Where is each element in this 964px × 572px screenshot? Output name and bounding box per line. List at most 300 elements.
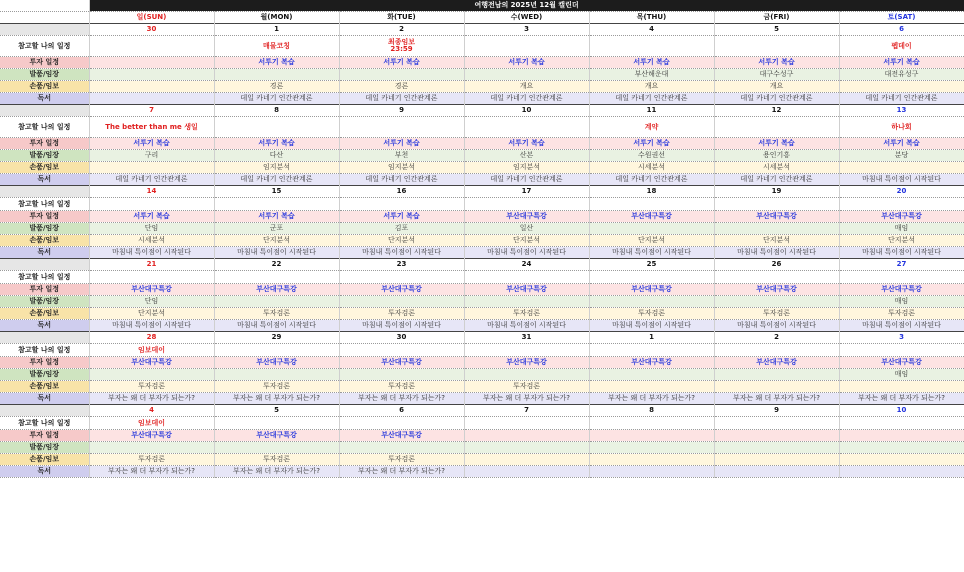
field-cell[interactable]	[839, 442, 964, 454]
field-row-label[interactable]: 발품/임장	[0, 69, 89, 81]
analysis-cell[interactable]	[714, 454, 839, 466]
plan-cell[interactable]	[339, 417, 464, 430]
invest-cell[interactable]: 서투기 복습	[214, 57, 339, 69]
plan-cell[interactable]	[339, 117, 464, 138]
date-cell[interactable]: 31	[464, 332, 589, 344]
date-cell[interactable]: 16	[339, 186, 464, 198]
plan-cell[interactable]	[839, 417, 964, 430]
date-cell[interactable]: 8	[589, 405, 714, 417]
date-cell[interactable]: 6	[839, 24, 964, 36]
analysis-cell[interactable]: 투자검론	[89, 381, 214, 393]
analysis-cell[interactable]: 경론	[339, 81, 464, 93]
analysis-cell[interactable]: 투자검론	[839, 308, 964, 320]
date-row-label[interactable]	[0, 24, 89, 36]
invest-cell[interactable]: 부산대구특강	[589, 211, 714, 223]
reading-cell[interactable]: 마침내 특이점이 시작된다	[839, 320, 964, 332]
reading-cell[interactable]: 부자는 왜 더 부자가 되는가?	[89, 393, 214, 405]
weekday-header-4[interactable]: 목(THU)	[589, 12, 714, 24]
plan-cell[interactable]	[214, 417, 339, 430]
analysis-cell[interactable]: 임지분석	[339, 162, 464, 174]
date-cell[interactable]: 6	[339, 405, 464, 417]
corner-cell[interactable]	[0, 0, 89, 12]
analysis-row-label[interactable]: 손품/임보	[0, 235, 89, 247]
invest-cell[interactable]: 서투기 복습	[839, 138, 964, 150]
reading-cell[interactable]: 데일 카네기 인간관계론	[214, 93, 339, 105]
invest-row-label[interactable]: 투자 일정	[0, 138, 89, 150]
field-cell[interactable]	[464, 369, 589, 381]
analysis-cell[interactable]: 투자검론	[339, 454, 464, 466]
invest-cell[interactable]: 서투기 복습	[589, 138, 714, 150]
invest-cell[interactable]: 부산대구특강	[839, 284, 964, 296]
analysis-cell[interactable]	[839, 381, 964, 393]
analysis-cell[interactable]: 투자검론	[214, 308, 339, 320]
field-cell[interactable]: 매임	[839, 296, 964, 308]
analysis-cell[interactable]: 투자검론	[714, 308, 839, 320]
reading-cell[interactable]: 부자는 왜 더 부자가 되는가?	[214, 466, 339, 478]
invest-row-label[interactable]: 투자 일정	[0, 430, 89, 442]
analysis-row	[0, 235, 964, 247]
invest-cell[interactable]: 서투기 복습	[214, 211, 339, 223]
date-cell[interactable]: 13	[839, 105, 964, 117]
reading-cell[interactable]: 데일 카네기 인간관계론	[339, 174, 464, 186]
analysis-cell[interactable]: 시세분석	[714, 162, 839, 174]
reading-cell[interactable]: 데일 카네기 인간관계론	[464, 174, 589, 186]
invest-cell[interactable]: 서투기 복습	[464, 57, 589, 69]
plan-cell[interactable]	[589, 271, 714, 284]
field-cell[interactable]: 군포	[214, 223, 339, 235]
reading-cell[interactable]: 데일 카네기 인간관계론	[589, 174, 714, 186]
reading-cell[interactable]: 부자는 왜 더 부자가 되는가?	[339, 393, 464, 405]
plan-cell[interactable]	[714, 198, 839, 211]
reading-cell[interactable]: 데일 카네기 인간관계론	[214, 174, 339, 186]
reading-cell[interactable]: 마침내 특이점이 시작된다	[89, 320, 214, 332]
invest-cell[interactable]	[89, 57, 214, 69]
field-cell[interactable]: 매임	[839, 369, 964, 381]
date-cell[interactable]: 23	[339, 259, 464, 271]
analysis-cell[interactable]: 개요	[589, 81, 714, 93]
analysis-row-label[interactable]: 손품/임보	[0, 162, 89, 174]
field-cell[interactable]: 용인기흥	[714, 150, 839, 162]
date-row-label[interactable]	[0, 259, 89, 271]
plan-row-label[interactable]: 참고할 나의 일정	[0, 344, 89, 357]
invest-cell[interactable]: 부산대구특강	[839, 211, 964, 223]
field-cell[interactable]	[714, 223, 839, 235]
field-row-label[interactable]: 발품/임장	[0, 150, 89, 162]
date-cell[interactable]: 18	[589, 186, 714, 198]
analysis-row-label[interactable]: 손품/임보	[0, 81, 89, 93]
reading-cell[interactable]: 마침내 특이점이 시작된다	[214, 247, 339, 259]
reading-cell[interactable]: 데일 카네기 인간관계론	[839, 93, 964, 105]
reading-row-label[interactable]: 독서	[0, 174, 89, 186]
date-cell[interactable]: 9	[339, 105, 464, 117]
invest-cell[interactable]: 부산대구특강	[214, 430, 339, 442]
analysis-cell[interactable]	[839, 81, 964, 93]
field-cell[interactable]	[714, 369, 839, 381]
date-cell[interactable]: 3	[839, 332, 964, 344]
reading-cell[interactable]: 부자는 왜 더 부자가 되는가?	[464, 393, 589, 405]
reading-cell[interactable]: 마침내 특이점이 시작된다	[839, 174, 964, 186]
plan-row	[0, 271, 964, 284]
plan-cell[interactable]	[714, 417, 839, 430]
invest-cell[interactable]: 부산대구특강	[89, 357, 214, 369]
field-row-label[interactable]: 발품/임장	[0, 442, 89, 454]
plan-row-label[interactable]: 참고할 나의 일정	[0, 271, 89, 284]
field-cell[interactable]: 분당	[839, 150, 964, 162]
analysis-cell[interactable]: 단지분석	[339, 235, 464, 247]
date-cell[interactable]: 30	[89, 24, 214, 36]
analysis-cell[interactable]: 투자검론	[89, 454, 214, 466]
plan-cell[interactable]: 계약	[589, 117, 714, 138]
field-cell[interactable]: 단임	[89, 223, 214, 235]
analysis-cell[interactable]: 개요	[464, 81, 589, 93]
reading-cell[interactable]: 마침내 특이점이 시작된다	[589, 247, 714, 259]
field-cell[interactable]	[464, 442, 589, 454]
reading-row-label[interactable]: 독서	[0, 247, 89, 259]
invest-cell[interactable]: 서투기 복습	[89, 211, 214, 223]
analysis-cell[interactable]: 투자검론	[339, 381, 464, 393]
reading-cell[interactable]	[89, 93, 214, 105]
analysis-cell[interactable]: 투자검론	[339, 308, 464, 320]
invest-row-label[interactable]: 투자 일정	[0, 211, 89, 223]
field-cell[interactable]	[464, 69, 589, 81]
reading-cell[interactable]: 마침내 특이점이 시작된다	[839, 247, 964, 259]
analysis-cell[interactable]	[89, 81, 214, 93]
invest-cell[interactable]: 부산대구특강	[339, 357, 464, 369]
plan-cell[interactable]	[89, 36, 214, 57]
invest-row-label[interactable]: 투자 일정	[0, 357, 89, 369]
date-cell[interactable]: 5	[714, 24, 839, 36]
analysis-cell[interactable]	[839, 162, 964, 174]
date-cell[interactable]: 24	[464, 259, 589, 271]
invest-cell[interactable]: 부산대구특강	[339, 430, 464, 442]
field-cell[interactable]	[339, 442, 464, 454]
invest-cell[interactable]	[589, 430, 714, 442]
invest-cell[interactable]: 부산대구특강	[214, 357, 339, 369]
reading-cell[interactable]: 데일 카네기 인간관계론	[714, 174, 839, 186]
invest-cell[interactable]: 부산대구특강	[464, 357, 589, 369]
invest-cell[interactable]: 부산대구특강	[89, 284, 214, 296]
field-cell[interactable]	[589, 296, 714, 308]
analysis-cell[interactable]: 단지분석	[839, 235, 964, 247]
reading-cell[interactable]: 마침내 특이점이 시작된다	[714, 320, 839, 332]
analysis-row-label[interactable]: 손품/임보	[0, 308, 89, 320]
plan-cell[interactable]	[589, 198, 714, 211]
plan-cell[interactable]	[89, 271, 214, 284]
reading-cell[interactable]	[589, 466, 714, 478]
date-cell[interactable]: 20	[839, 186, 964, 198]
date-cell[interactable]: 14	[89, 186, 214, 198]
plan-cell[interactable]	[589, 36, 714, 57]
invest-cell[interactable]: 서투기 복습	[214, 138, 339, 150]
weekday-header-3[interactable]: 수(WED)	[464, 12, 589, 24]
plan-cell[interactable]	[714, 344, 839, 357]
analysis-cell[interactable]: 투자검론	[214, 454, 339, 466]
plan-cell[interactable]: 최종임보 23:59	[339, 36, 464, 57]
field-cell[interactable]	[214, 369, 339, 381]
invest-cell[interactable]	[839, 430, 964, 442]
reading-cell[interactable]: 데일 카네기 인간관계론	[464, 93, 589, 105]
date-cell[interactable]: 5	[214, 405, 339, 417]
date-cell[interactable]: 7	[89, 105, 214, 117]
reading-cell[interactable]: 부자는 왜 더 부자가 되는가?	[839, 393, 964, 405]
date-cell[interactable]: 27	[839, 259, 964, 271]
field-cell[interactable]: 김포	[339, 223, 464, 235]
date-cell[interactable]: 11	[589, 105, 714, 117]
analysis-row-label[interactable]: 손품/임보	[0, 454, 89, 466]
date-cell[interactable]: 4	[589, 24, 714, 36]
invest-cell[interactable]	[464, 430, 589, 442]
field-cell[interactable]	[714, 296, 839, 308]
analysis-cell[interactable]	[89, 162, 214, 174]
analysis-cell[interactable]: 단지분석	[214, 235, 339, 247]
invest-cell[interactable]: 서투기 복습	[714, 57, 839, 69]
analysis-cell[interactable]: 임지분석	[464, 162, 589, 174]
plan-cell[interactable]	[839, 271, 964, 284]
date-cell[interactable]: 2	[714, 332, 839, 344]
field-cell[interactable]	[714, 442, 839, 454]
field-cell[interactable]	[89, 69, 214, 81]
weekday-header-5[interactable]: 금(FRI)	[714, 12, 839, 24]
plan-row-label[interactable]: 참고할 나의 일정	[0, 198, 89, 211]
plan-cell[interactable]	[464, 271, 589, 284]
plan-cell[interactable]	[714, 36, 839, 57]
field-cell[interactable]: 일산	[464, 223, 589, 235]
analysis-cell[interactable]: 단지분석	[89, 308, 214, 320]
field-cell[interactable]	[89, 442, 214, 454]
reading-row-label[interactable]: 독서	[0, 466, 89, 478]
date-cell[interactable]: 28	[89, 332, 214, 344]
plan-cell[interactable]	[214, 198, 339, 211]
field-cell[interactable]: 부천	[339, 150, 464, 162]
invest-cell[interactable]: 부산대구특강	[464, 211, 589, 223]
reading-cell[interactable]: 부자는 왜 더 부자가 되는가?	[339, 466, 464, 478]
weekday-header-6[interactable]: 토(SAT)	[839, 12, 964, 24]
reading-cell[interactable]: 마침내 특이점이 시작된다	[89, 247, 214, 259]
analysis-cell[interactable]	[589, 381, 714, 393]
invest-cell[interactable]: 부산대구특강	[839, 357, 964, 369]
invest-cell[interactable]: 부산대구특강	[89, 430, 214, 442]
reading-cell[interactable]: 부자는 왜 더 부자가 되는가?	[214, 393, 339, 405]
field-cell[interactable]	[214, 442, 339, 454]
date-cell[interactable]: 30	[339, 332, 464, 344]
date-cell[interactable]: 1	[214, 24, 339, 36]
plan-cell[interactable]	[464, 36, 589, 57]
analysis-cell[interactable]	[589, 454, 714, 466]
date-cell[interactable]: 2	[339, 24, 464, 36]
invest-cell[interactable]: 부산대구특강	[464, 284, 589, 296]
date-cell[interactable]: 7	[464, 405, 589, 417]
date-cell[interactable]: 21	[89, 259, 214, 271]
field-row-label[interactable]: 발품/임장	[0, 223, 89, 235]
invest-cell[interactable]: 서투기 복습	[589, 57, 714, 69]
invest-cell[interactable]: 부산대구특강	[714, 357, 839, 369]
field-cell[interactable]	[589, 369, 714, 381]
weekday-header-1[interactable]: 월(MON)	[214, 12, 339, 24]
invest-row-label[interactable]: 투자 일정	[0, 284, 89, 296]
reading-row-label[interactable]: 독서	[0, 93, 89, 105]
date-cell[interactable]: 9	[714, 405, 839, 417]
plan-cell[interactable]: 펩데이	[839, 36, 964, 57]
invest-cell[interactable]: 부산대구특강	[589, 357, 714, 369]
invest-cell[interactable]: 부산대구특강	[714, 211, 839, 223]
header-corner-cell[interactable]	[0, 12, 89, 24]
weekday-header-2[interactable]: 화(TUE)	[339, 12, 464, 24]
invest-cell[interactable]: 부산대구특강	[214, 284, 339, 296]
reading-cell[interactable]: 부자는 왜 더 부자가 되는가?	[89, 466, 214, 478]
date-cell[interactable]: 26	[714, 259, 839, 271]
analysis-cell[interactable]: 시세분석	[89, 235, 214, 247]
field-cell[interactable]	[464, 296, 589, 308]
date-cell[interactable]: 25	[589, 259, 714, 271]
plan-cell[interactable]	[464, 117, 589, 138]
field-cell[interactable]: 다산	[214, 150, 339, 162]
analysis-cell[interactable]: 투자검론	[464, 308, 589, 320]
field-cell[interactable]	[589, 442, 714, 454]
plan-row-label[interactable]: 참고할 나의 일정	[0, 417, 89, 430]
invest-row-label[interactable]: 투자 일정	[0, 57, 89, 69]
field-row-label[interactable]: 발품/임장	[0, 369, 89, 381]
date-cell[interactable]: 4	[89, 405, 214, 417]
reading-row-label[interactable]: 독서	[0, 320, 89, 332]
reading-cell[interactable]	[839, 466, 964, 478]
analysis-cell[interactable]	[464, 454, 589, 466]
analysis-cell[interactable]: 단지분석	[714, 235, 839, 247]
date-row-label[interactable]	[0, 105, 89, 117]
plan-cell[interactable]	[714, 117, 839, 138]
plan-cell[interactable]	[714, 271, 839, 284]
field-cell[interactable]: 산본	[464, 150, 589, 162]
plan-cell[interactable]	[339, 198, 464, 211]
plan-cell[interactable]: 임보데이	[89, 417, 214, 430]
analysis-row-label[interactable]: 손품/임보	[0, 381, 89, 393]
field-cell[interactable]	[339, 369, 464, 381]
date-cell[interactable]: 22	[214, 259, 339, 271]
reading-cell[interactable]: 마침내 특이점이 시작된다	[714, 247, 839, 259]
analysis-cell[interactable]: 개요	[714, 81, 839, 93]
date-cell[interactable]: 12	[714, 105, 839, 117]
date-cell[interactable]: 17	[464, 186, 589, 198]
date-cell[interactable]: 10	[839, 405, 964, 417]
plan-cell[interactable]	[464, 417, 589, 430]
field-cell[interactable]	[339, 296, 464, 308]
reading-cell[interactable]: 마침내 특이점이 시작된다	[339, 320, 464, 332]
reading-cell[interactable]: 부자는 왜 더 부자가 되는가?	[714, 393, 839, 405]
analysis-cell[interactable]: 단지분석	[589, 235, 714, 247]
field-row-label[interactable]: 발품/임장	[0, 296, 89, 308]
date-row-label[interactable]	[0, 405, 89, 417]
reading-row-label[interactable]: 독서	[0, 393, 89, 405]
plan-row-label[interactable]: 참고할 나의 일정	[0, 36, 89, 57]
plan-cell[interactable]: 임보데이	[89, 344, 214, 357]
field-cell[interactable]: 대전유성구	[839, 69, 964, 81]
reading-cell[interactable]: 데일 카네기 인간관계론	[714, 93, 839, 105]
field-cell[interactable]	[89, 369, 214, 381]
reading-cell[interactable]: 데일 카네기 인간관계론	[589, 93, 714, 105]
plan-cell[interactable]	[214, 271, 339, 284]
field-cell[interactable]: 매임	[839, 223, 964, 235]
field-cell[interactable]	[214, 69, 339, 81]
reading-cell[interactable]	[714, 466, 839, 478]
invest-cell[interactable]: 서투기 복습	[339, 211, 464, 223]
field-cell[interactable]: 구리	[89, 150, 214, 162]
plan-cell[interactable]	[464, 198, 589, 211]
field-cell[interactable]: 단임	[89, 296, 214, 308]
reading-cell[interactable]: 마침내 특이점이 시작된다	[464, 247, 589, 259]
date-row-label[interactable]	[0, 186, 89, 198]
plan-cell[interactable]	[339, 344, 464, 357]
invest-cell[interactable]: 서투기 복습	[464, 138, 589, 150]
plan-cell[interactable]: 하나회	[839, 117, 964, 138]
plan-cell[interactable]	[214, 117, 339, 138]
reading-cell[interactable]: 데일 카네기 인간관계론	[89, 174, 214, 186]
plan-row-label[interactable]: 참고할 나의 일정	[0, 117, 89, 138]
plan-cell[interactable]	[464, 344, 589, 357]
invest-cell[interactable]: 서투기 복습	[339, 57, 464, 69]
field-cell[interactable]	[339, 69, 464, 81]
plan-cell[interactable]	[89, 198, 214, 211]
field-cell[interactable]: 수원권선	[589, 150, 714, 162]
analysis-cell[interactable]: 시세분석	[589, 162, 714, 174]
field-cell[interactable]	[214, 296, 339, 308]
invest-cell[interactable]: 서투기 복습	[89, 138, 214, 150]
date-row-label[interactable]	[0, 332, 89, 344]
analysis-cell[interactable]: 단지분석	[464, 235, 589, 247]
analysis-cell[interactable]: 투자검론	[589, 308, 714, 320]
invest-cell[interactable]: 서투기 복습	[339, 138, 464, 150]
calendar-title[interactable]: 여행전남의 2025년 12월 캘린더	[89, 0, 964, 12]
plan-cell[interactable]: The better than me 생일	[89, 117, 214, 138]
invest-cell[interactable]: 부산대구특강	[339, 284, 464, 296]
plan-cell[interactable]	[214, 344, 339, 357]
invest-cell[interactable]: 서투기 복습	[714, 138, 839, 150]
date-cell[interactable]: 3	[464, 24, 589, 36]
reading-cell[interactable]	[464, 466, 589, 478]
plan-cell[interactable]	[339, 271, 464, 284]
plan-cell[interactable]	[839, 198, 964, 211]
weekday-header-0[interactable]: 일(SUN)	[89, 12, 214, 24]
reading-cell[interactable]: 마침내 특이점이 시작된다	[589, 320, 714, 332]
plan-cell[interactable]	[589, 344, 714, 357]
reading-cell[interactable]: 마침내 특이점이 시작된다	[464, 320, 589, 332]
analysis-cell[interactable]: 임지분석	[214, 162, 339, 174]
invest-cell[interactable]: 서투기 복습	[839, 57, 964, 69]
invest-cell[interactable]: 부산대구특강	[589, 284, 714, 296]
reading-cell[interactable]: 마침내 특이점이 시작된다	[214, 320, 339, 332]
date-cell[interactable]: 1	[589, 332, 714, 344]
date-cell[interactable]: 15	[214, 186, 339, 198]
analysis-cell[interactable]	[714, 381, 839, 393]
invest-cell[interactable]: 부산대구특강	[714, 284, 839, 296]
field-cell[interactable]: 부산해운대	[589, 69, 714, 81]
plan-cell[interactable]	[839, 344, 964, 357]
reading-cell[interactable]: 데일 카네기 인간관계론	[339, 93, 464, 105]
invest-cell[interactable]	[714, 430, 839, 442]
date-cell[interactable]: 10	[464, 105, 589, 117]
analysis-cell[interactable]: 투자검론	[464, 381, 589, 393]
analysis-cell[interactable]: 투자검론	[214, 381, 339, 393]
reading-cell[interactable]: 마침내 특이점이 시작된다	[339, 247, 464, 259]
analysis-cell[interactable]	[839, 454, 964, 466]
field-cell[interactable]: 대구수성구	[714, 69, 839, 81]
date-cell[interactable]: 8	[214, 105, 339, 117]
date-cell[interactable]: 19	[714, 186, 839, 198]
plan-cell[interactable]	[589, 417, 714, 430]
plan-cell[interactable]: 매물코칭	[214, 36, 339, 57]
field-cell[interactable]	[589, 223, 714, 235]
analysis-cell[interactable]: 경론	[214, 81, 339, 93]
date-cell[interactable]: 29	[214, 332, 339, 344]
reading-cell[interactable]: 부자는 왜 더 부자가 되는가?	[589, 393, 714, 405]
